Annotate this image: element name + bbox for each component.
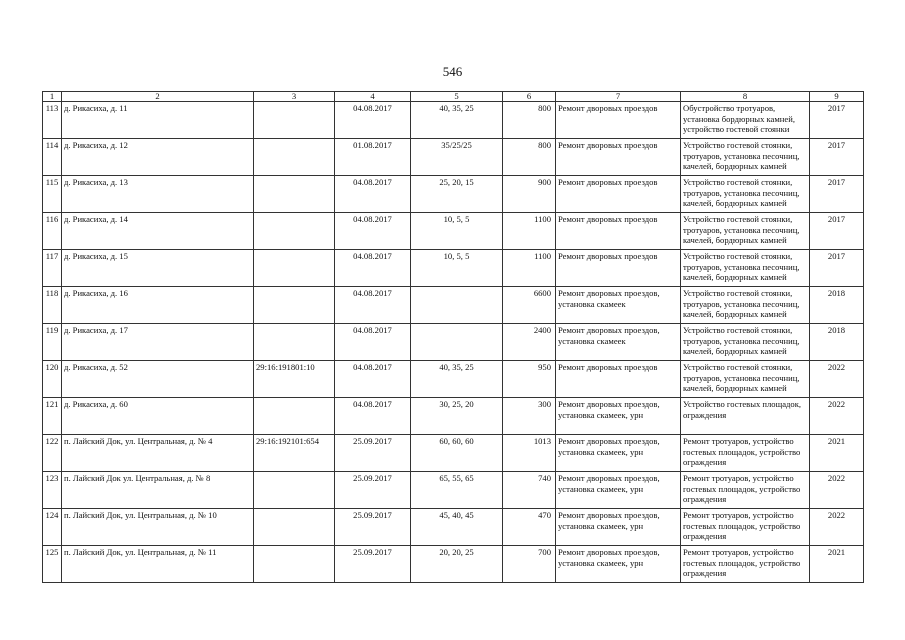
row-value: 950 — [503, 361, 556, 398]
row-number: 125 — [43, 546, 62, 583]
column-header: 4 — [335, 92, 411, 102]
row-address: д. Рикасиха, д. 17 — [62, 324, 254, 361]
row-date: 25.09.2017 — [335, 435, 411, 472]
row-number: 120 — [43, 361, 62, 398]
row-cadastral-number — [254, 287, 335, 324]
row-year: 2017 — [810, 213, 864, 250]
row-year: 2022 — [810, 509, 864, 546]
row-number: 124 — [43, 509, 62, 546]
row-description: Ремонт тротуаров, устройство гостевых площадок, устройство ограждения — [681, 472, 810, 509]
row-number: 116 — [43, 213, 62, 250]
row-work-type: Ремонт дворовых проездов, установка скамеек, урн — [556, 398, 681, 435]
row-value: 6600 — [503, 287, 556, 324]
row-cadastral-number — [254, 398, 335, 435]
row-date: 01.08.2017 — [335, 139, 411, 176]
column-header: 7 — [556, 92, 681, 102]
row-date: 25.09.2017 — [335, 509, 411, 546]
column-header: 8 — [681, 92, 810, 102]
row-number: 113 — [43, 102, 62, 139]
row-address: п. Лайский Док, ул. Центральная, д. № 10 — [62, 509, 254, 546]
row-dimensions: 40, 35, 25 — [411, 361, 503, 398]
row-date: 04.08.2017 — [335, 102, 411, 139]
column-header: 3 — [254, 92, 335, 102]
row-dimensions: 30, 25, 20 — [411, 398, 503, 435]
row-dimensions: 10, 5, 5 — [411, 213, 503, 250]
row-description: Устройство гостевой стоянки, тротуаров, установка песочниц, качелей, бордюрных камней — [681, 139, 810, 176]
row-dimensions: 60, 60, 60 — [411, 435, 503, 472]
row-dimensions: 40, 35, 25 — [411, 102, 503, 139]
row-description: Устройство гостевой стоянки, тротуаров, установка песочниц, качелей, бордюрных камней — [681, 250, 810, 287]
row-value: 800 — [503, 139, 556, 176]
row-year: 2018 — [810, 324, 864, 361]
column-header: 2 — [62, 92, 254, 102]
row-work-type: Ремонт дворовых проездов — [556, 139, 681, 176]
row-dimensions: 65, 55, 65 — [411, 472, 503, 509]
table-row — [43, 324, 864, 361]
row-year: 2021 — [810, 546, 864, 583]
table-row — [43, 435, 864, 472]
row-number: 121 — [43, 398, 62, 435]
row-description: Устройство гостевой стоянки, тротуаров, установка песочниц, качелей, бордюрных камней — [681, 213, 810, 250]
row-dimensions: 20, 20, 25 — [411, 546, 503, 583]
register-table — [42, 91, 864, 583]
row-description: Устройство гостевой стоянки, тротуаров, установка песочниц, качелей, бордюрных камней — [681, 287, 810, 324]
row-year: 2022 — [810, 398, 864, 435]
row-date: 25.09.2017 — [335, 546, 411, 583]
row-address: п. Лайский Док, ул. Центральная, д. № 11 — [62, 546, 254, 583]
table-row — [43, 509, 864, 546]
column-header: 9 — [810, 92, 864, 102]
table-row — [43, 102, 864, 139]
table-row — [43, 398, 864, 435]
row-value: 700 — [503, 546, 556, 583]
table-row — [43, 287, 864, 324]
page-number: 546 — [442, 64, 463, 79]
row-year: 2017 — [810, 176, 864, 213]
table-row — [43, 250, 864, 287]
row-number: 119 — [43, 324, 62, 361]
row-date: 04.08.2017 — [335, 250, 411, 287]
row-work-type: Ремонт дворовых проездов, установка скамеек, урн — [556, 546, 681, 583]
row-date: 25.09.2017 — [335, 472, 411, 509]
row-work-type: Ремонт дворовых проездов, установка скамеек — [556, 324, 681, 361]
row-cadastral-number — [254, 546, 335, 583]
row-address: д. Рикасиха, д. 11 — [62, 102, 254, 139]
row-address: д. Рикасиха, д. 60 — [62, 398, 254, 435]
row-address: д. Рикасиха, д. 16 — [62, 287, 254, 324]
row-cadastral-number — [254, 250, 335, 287]
row-year: 2022 — [810, 361, 864, 398]
row-number: 123 — [43, 472, 62, 509]
row-year: 2018 — [810, 287, 864, 324]
row-date: 04.08.2017 — [335, 324, 411, 361]
row-year: 2022 — [810, 472, 864, 509]
row-dimensions — [411, 324, 503, 361]
row-dimensions: 45, 40, 45 — [411, 509, 503, 546]
row-value: 740 — [503, 472, 556, 509]
row-description: Устройство гостевой стоянки, тротуаров, установка песочниц, качелей, бордюрных камней — [681, 176, 810, 213]
row-year: 2017 — [810, 102, 864, 139]
row-address: д. Рикасиха, д. 13 — [62, 176, 254, 213]
table-body — [43, 102, 864, 583]
row-number: 114 — [43, 139, 62, 176]
row-description: Обустройство тротуаров, установка бордюрных камней, устройство гостевой стоянки — [681, 102, 810, 139]
row-description: Ремонт тротуаров, устройство гостевых площадок, устройство ограждения — [681, 435, 810, 472]
row-date: 04.08.2017 — [335, 287, 411, 324]
row-cadastral-number: 29:16:191801:10 — [254, 361, 335, 398]
column-header: 6 — [503, 92, 556, 102]
row-date: 04.08.2017 — [335, 213, 411, 250]
row-value: 470 — [503, 509, 556, 546]
row-cadastral-number: 29:16:192101:654 — [254, 435, 335, 472]
row-year: 2021 — [810, 435, 864, 472]
row-value: 300 — [503, 398, 556, 435]
row-dimensions: 10, 5, 5 — [411, 250, 503, 287]
row-dimensions: 25, 20, 15 — [411, 176, 503, 213]
row-cadastral-number — [254, 176, 335, 213]
column-header: 5 — [411, 92, 503, 102]
row-date: 04.08.2017 — [335, 361, 411, 398]
row-cadastral-number — [254, 102, 335, 139]
row-description: Устройство гостевой стоянки, тротуаров, установка песочниц, качелей, бордюрных камней — [681, 361, 810, 398]
row-cadastral-number — [254, 213, 335, 250]
row-address: п. Лайский Док ул. Центральная, д. № 8 — [62, 472, 254, 509]
column-header: 1 — [43, 92, 62, 102]
row-address: д. Рикасиха, д. 14 — [62, 213, 254, 250]
row-address: д. Рикасиха, д. 15 — [62, 250, 254, 287]
row-work-type: Ремонт дворовых проездов — [556, 250, 681, 287]
row-date: 04.08.2017 — [335, 398, 411, 435]
row-number: 117 — [43, 250, 62, 287]
row-value: 800 — [503, 102, 556, 139]
row-description: Ремонт тротуаров, устройство гостевых площадок, устройство ограждения — [681, 546, 810, 583]
header-row — [43, 92, 864, 102]
row-dimensions: 35/25/25 — [411, 139, 503, 176]
row-work-type: Ремонт дворовых проездов, установка скамеек, урн — [556, 472, 681, 509]
row-cadastral-number — [254, 139, 335, 176]
row-description: Устройство гостевых площадок, ограждения — [681, 398, 810, 435]
row-value: 1013 — [503, 435, 556, 472]
row-value: 900 — [503, 176, 556, 213]
row-work-type: Ремонт дворовых проездов, установка скамеек, урн — [556, 435, 681, 472]
row-address: п. Лайский Док, ул. Центральная, д. № 4 — [62, 435, 254, 472]
row-work-type: Ремонт дворовых проездов — [556, 102, 681, 139]
row-year: 2017 — [810, 139, 864, 176]
row-number: 115 — [43, 176, 62, 213]
row-cadastral-number — [254, 472, 335, 509]
table-row — [43, 213, 864, 250]
row-value: 2400 — [503, 324, 556, 361]
row-description: Ремонт тротуаров, устройство гостевых площадок, устройство ограждения — [681, 509, 810, 546]
row-date: 04.08.2017 — [335, 176, 411, 213]
row-cadastral-number — [254, 509, 335, 546]
row-year: 2017 — [810, 250, 864, 287]
row-dimensions — [411, 287, 503, 324]
row-work-type: Ремонт дворовых проездов, установка скамеек — [556, 287, 681, 324]
row-cadastral-number — [254, 324, 335, 361]
row-address: д. Рикасиха, д. 52 — [62, 361, 254, 398]
row-address: д. Рикасиха, д. 12 — [62, 139, 254, 176]
row-work-type: Ремонт дворовых проездов — [556, 176, 681, 213]
row-work-type: Ремонт дворовых проездов — [556, 361, 681, 398]
row-value: 1100 — [503, 250, 556, 287]
row-description: Устройство гостевой стоянки, тротуаров, установка песочниц, качелей, бордюрных камней — [681, 324, 810, 361]
table-row — [43, 176, 864, 213]
row-number: 118 — [43, 287, 62, 324]
row-work-type: Ремонт дворовых проездов — [556, 213, 681, 250]
table-row — [43, 361, 864, 398]
row-work-type: Ремонт дворовых проездов, установка скамеек, урн — [556, 509, 681, 546]
row-value: 1100 — [503, 213, 556, 250]
row-number: 122 — [43, 435, 62, 472]
table-row — [43, 546, 864, 583]
table-row — [43, 472, 864, 509]
table-row — [43, 139, 864, 176]
